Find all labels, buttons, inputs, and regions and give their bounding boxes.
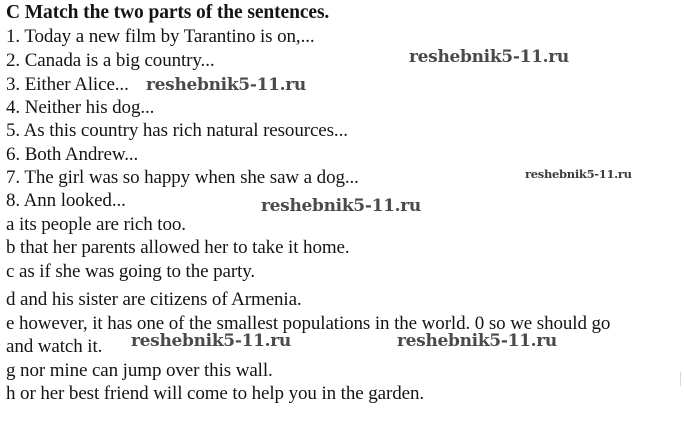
watermark: reshebnik5-11.ru (525, 167, 632, 181)
sentence-beginning-4: 4. Neither his dog... (6, 97, 155, 118)
sentence-beginning-5: 5. As this country has rich natural resources... (6, 120, 348, 141)
sentence-beginning-6: 6. Both Andrew... (6, 144, 139, 165)
sentence-ending-h: h or her best friend will come to help you in the garden. (6, 383, 424, 404)
page-edge-mark (680, 372, 681, 386)
sentence-ending-e: e however, it has one of the smallest populations in the world. 0 so we should go (6, 313, 611, 334)
sentence-ending-a: a its people are rich too. (6, 214, 186, 235)
watermark: reshebnik5-11.ru (261, 196, 421, 216)
sentence-ending-c: c as if she was going to the party. (6, 261, 256, 282)
watermark: reshebnik5-11.ru (146, 75, 306, 95)
sentence-beginning-2: 2. Canada is a big country... (6, 50, 215, 71)
sentence-ending-d: d and his sister are citizens of Armenia. (6, 289, 302, 310)
exercise-heading: C Match the two parts of the sentences. (6, 2, 330, 23)
watermark: reshebnik5-11.ru (409, 47, 569, 67)
sentence-beginning-7: 7. The girl was so happy when she saw a dog... (6, 167, 359, 188)
sentence-beginning-3: 3. Either Alice... (6, 74, 129, 95)
sentence-ending-g: g nor mine can jump over this wall. (6, 360, 273, 381)
watermark: reshebnik5-11.ru (397, 331, 557, 351)
sentence-ending-b: b that her parents allowed her to take it home. (6, 237, 350, 258)
sentence-beginning-8: 8. Ann looked... (6, 190, 126, 211)
watermark: reshebnik5-11.ru (131, 331, 291, 351)
sentence-ending-e-continued: and watch it. (6, 336, 103, 357)
sentence-beginning-1: 1. Today a new film by Tarantino is on,... (6, 26, 315, 47)
